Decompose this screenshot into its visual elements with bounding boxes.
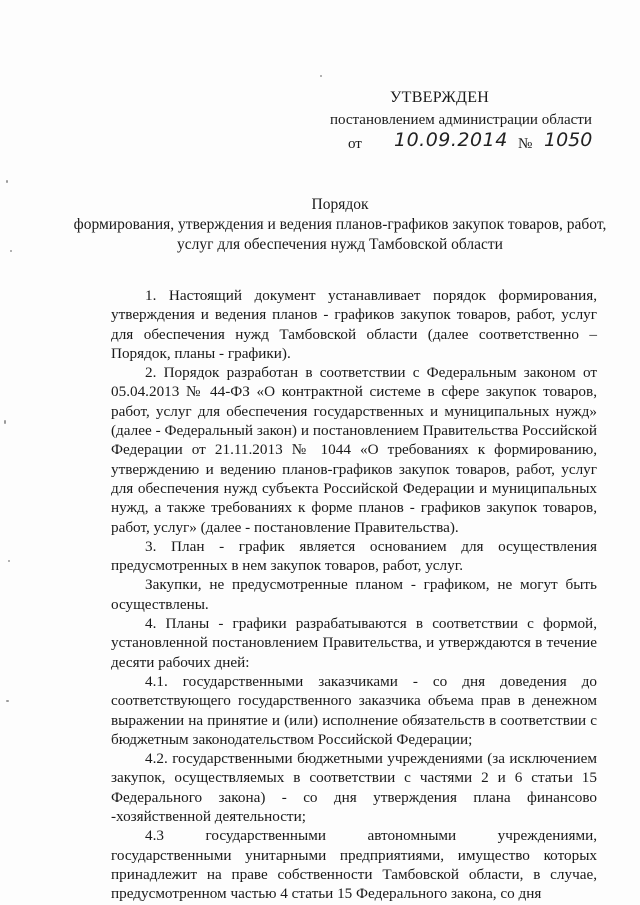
- scan-speck: [6, 700, 9, 702]
- paragraph: 4.3 государственными автономными учреждениями, государственными унитарными предприятиями, имущество которых принадлежит на праве собственности Тамбовской области, в случае, предусмотренном частью 4 статьи 15 Федерального закона, со дня: [111, 827, 597, 903]
- paragraph: Закупки, не предусмотренные планом - графиком, не могут быть осуществлены.: [111, 576, 597, 613]
- title-line-1: Порядок: [311, 196, 369, 213]
- paragraph: 4.2. государственными бюджетными учреждениями (за исключением закупок, осуществляемых в соответствии с частями 2 и 6 статьи 15 Федерального закона) - со дня утверждения плана финансово -хозяйственной деятельности;: [111, 750, 597, 826]
- scan-speck: [4, 420, 6, 424]
- scan-speck: [6, 180, 8, 183]
- handwritten-date: 10.09.2014: [394, 129, 508, 151]
- number-label: №: [518, 136, 533, 152]
- paragraph: 1. Настоящий документ устанавливает порядок формирования, утверждения и ведения планов - графиков закупок товаров, работ, услуг для обеспечения нужд Тамбовской области (далее соответственно – Порядок, планы - графики).: [111, 287, 597, 362]
- scan-speck: [320, 75, 322, 77]
- from-label: от: [348, 136, 362, 152]
- document-title: [60, 195, 620, 255]
- scan-speck: [8, 560, 10, 562]
- handwritten-number: 1050: [544, 129, 593, 151]
- paragraph: 2. Порядок разработан в соответствии с Федеральным законом от 05.04.2013 № 44-ФЗ «О контрактной системе в сфере закупок товаров, работ, услуг для обеспечения государственных и муниципальных нужд» (далее - Федеральный закон) и постановлением Правительства Российской Федерации от 21.11.2013 № 1044 «О требованиях к формированию, утверждению и ведению планов-графиков закупок товаров, работ, услуг для обеспечения нужд субъекта Российской Федерации и муниципальных нужд, а также требованиях к форме планов - графиков закупок товаров, работ, услуг» (далее - постановление Правительства).: [111, 364, 597, 536]
- approval-subtitle: постановлением администрации области: [330, 112, 592, 128]
- approval-title: УТВЕРЖДЕН: [390, 89, 490, 106]
- title-line-2: формирования, утверждения и ведения планов-графиков закупок товаров, работ, услуг для обеспечения нужд Тамбовской области: [73, 216, 607, 253]
- paragraph: 3. План - график является основанием для осуществления предусмотренных в нем закупок товаров, работ, услуг.: [111, 537, 597, 575]
- scan-speck: [10, 250, 12, 252]
- paragraph: 4. Планы - графики разрабатываются в соответствии с формой, установленной постановлением Правительства, и утверждаются в течение десяти рабочих дней:: [111, 615, 597, 671]
- document-body: [111, 286, 597, 904]
- paragraph: 4.1. государственными заказчиками - со дня доведения до соответствующего государственного заказчика объема прав в денежном выражении на принятие и (или) исполнение обязательств в соответствии с бюджетным законодательством Российской Федерации;: [111, 672, 597, 748]
